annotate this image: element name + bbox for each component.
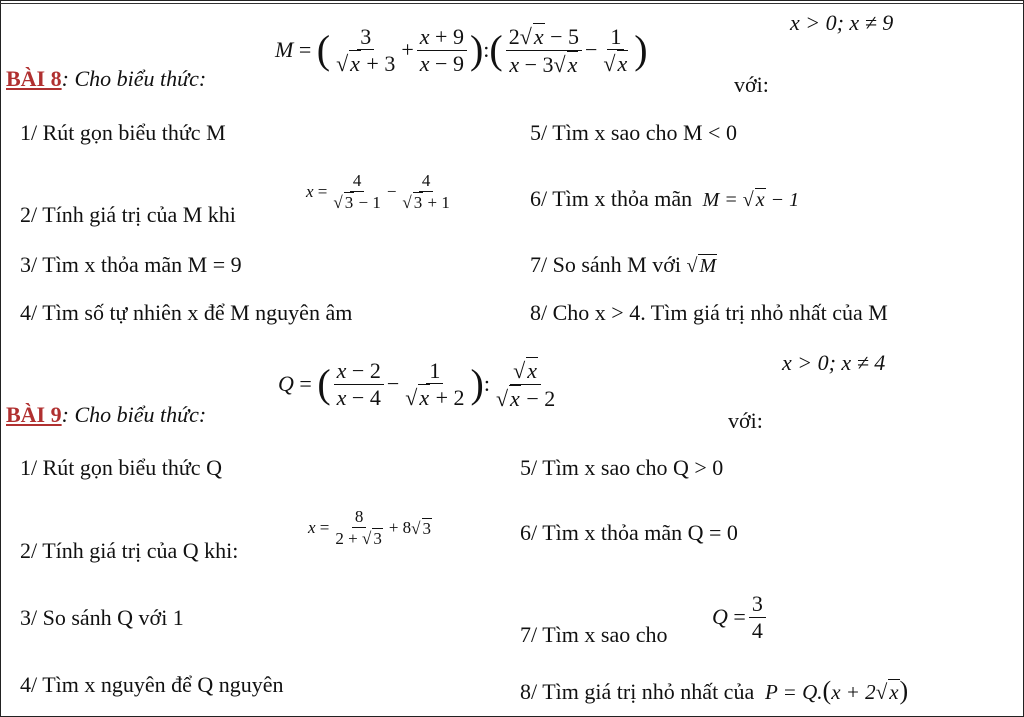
bai9-item-2-value: x = $\frac{8}{2 + √ 3}$ + 8 √ 3 xyxy=(308,507,432,548)
bai9-heading xyxy=(6,402,206,428)
bai9-title: BÀI 9 xyxy=(6,402,62,427)
bai8-item-1: 1/ Rút gọn biểu thức M xyxy=(20,120,226,145)
bai9-item-2: 2/ Tính giá trị của Q khi: xyxy=(20,538,239,563)
bai8-item-8: 8/ Cho x > 4. Tìm giá trị nhỏ nhất của M xyxy=(530,300,888,325)
bai9-item-5: 5/ Tìm x sao cho Q > 0 xyxy=(520,455,724,480)
bai9-item-7: 7/ Tìm x sao cho xyxy=(520,622,668,647)
bai8-item-3: 3/ Tìm x thỏa mãn M = 9 xyxy=(20,252,242,277)
bai8-heading xyxy=(6,66,206,92)
bai8-item-2-value: x = $\frac{4}{√ 3 - 1}$ − $\frac{4}{√ 3 + 1}$ xyxy=(306,171,450,212)
bai8-with-label: với: xyxy=(734,72,769,97)
bai8-item-7: 7/ So sánh M với √ M xyxy=(530,252,717,277)
bai8-item-6: 6/ Tìm x thỏa mãn M = √ x − 1 xyxy=(530,186,800,211)
bai9-formula: Q = ( $\frac{x - 2}{x - 4}$ − $\frac{1}{√x + 2}$ ) : $\frac{√x}{√x - 2}$ xyxy=(278,357,556,411)
bai9-item-4: 4/ Tìm x nguyên để Q nguyên xyxy=(20,672,284,697)
bai8-item-6-label: 6/ Tìm x thỏa mãn xyxy=(530,186,693,211)
bai8-title: BÀI 8 xyxy=(6,66,62,91)
bai8-item-5: 5/ Tìm x sao cho M < 0 xyxy=(530,120,737,145)
bai9-item-1: 1/ Rút gọn biểu thức Q xyxy=(20,455,222,480)
bai8-item-2: 2/ Tính giá trị của M khi xyxy=(20,202,236,227)
bai9-with-label: với: xyxy=(728,408,763,433)
bai8-item-7-label: 7/ So sánh M với xyxy=(530,252,681,277)
bai8-condition: x > 0; x ≠ 9 xyxy=(790,10,894,35)
bai8-intro: : Cho biểu thức: xyxy=(61,66,207,91)
bai8-item-4: 4/ Tìm số tự nhiên x để M nguyên âm xyxy=(20,300,353,325)
bai9-item-8: 8/ Tìm giá trị nhỏ nhất của P = Q.(x + 2√x) xyxy=(520,676,909,705)
bai8-var: M xyxy=(275,37,294,62)
bai9-item-8-label: 8/ Tìm giá trị nhỏ nhất của xyxy=(520,679,755,704)
bai9-var: Q xyxy=(278,371,294,396)
bai9-item-7-value: Q = $\frac{3}{4}$ xyxy=(712,582,769,652)
bai8-formula: M = ( $\frac{3}{√x + 3}$ + $\frac{x + 9}{x - 9}$ ) : ( $\frac{2√x - 5}{x - 3√x}$ − $\frac{1}{√x}$ ) xyxy=(275,23,648,77)
bai9-item-6: 6/ Tìm x thỏa mãn Q = 0 xyxy=(520,520,738,545)
bai9-intro: : Cho biểu thức: xyxy=(61,402,207,427)
bai9-item-3: 3/ So sánh Q với 1 xyxy=(20,605,184,630)
bai9-condition: x > 0; x ≠ 4 xyxy=(782,350,886,375)
